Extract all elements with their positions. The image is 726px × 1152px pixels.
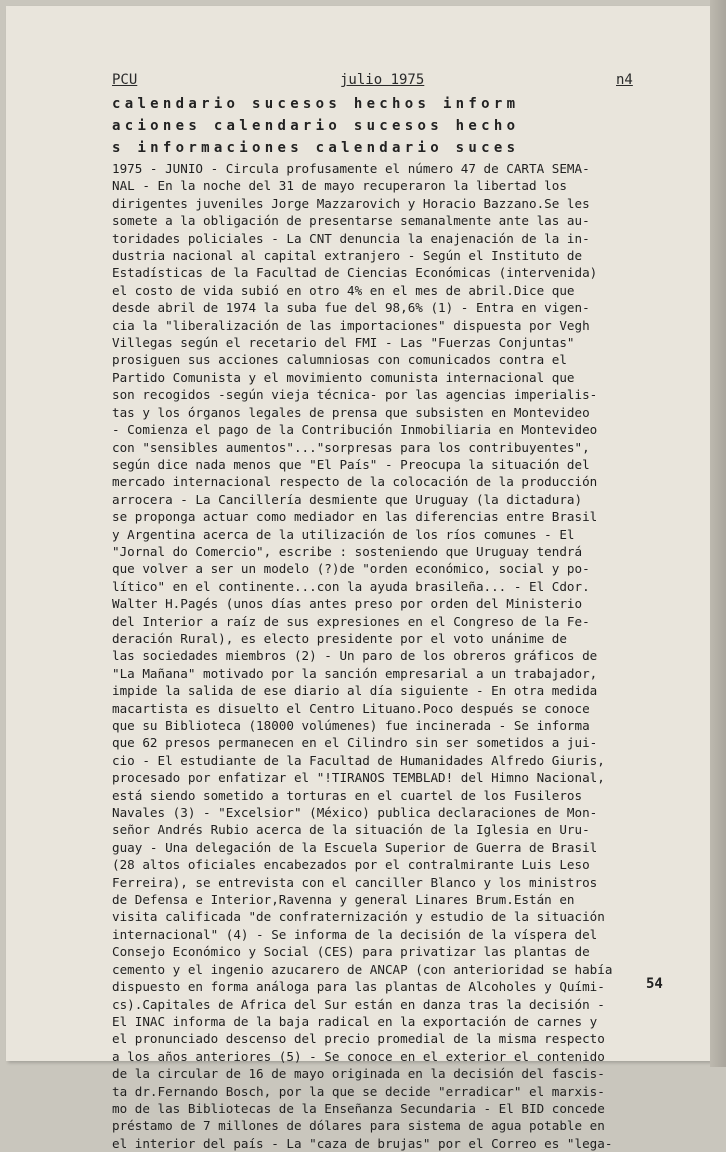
body-line: (28 altos oficiales encabezados por el contralmirante Luis Leso [112, 857, 590, 873]
body-line: 1975 - JUNIO - Circula profusamente el número 47 de CARTA SEMA- [112, 161, 590, 176]
body-line: impide la salida de ese diario al día siguiente - En otra medida [112, 683, 598, 699]
banner-line: s informaciones calendario suces [112, 140, 520, 156]
body-line: mercado internacional respecto de la colocación de la producción [112, 474, 598, 490]
page-header [112, 72, 632, 92]
body-line: el costo de vida subió en otro 4% en el mes de abril.Dice que [112, 282, 575, 298]
body-line: préstamo de 7 millones de dólares para sistema de agua potable en [112, 1118, 605, 1134]
body-line: que 62 presos permanecen en el Cilindro sin ser sometidos a jui- [112, 735, 598, 751]
body-line: desde abril de 1974 la suba fue del 98,6% (1) - Entra en vigen- [112, 300, 590, 316]
header-date: julio 1975 [340, 72, 425, 88]
body-line: visita calificada "de confraternización y estudio de la situación [112, 909, 605, 925]
body-line: cio - El estudiante de la Facultad de Humanidades Alfredo Giuris, [112, 752, 605, 768]
body-line: Villegas según el recetario del FMI - Las "Fuerzas Conjuntas" [112, 335, 575, 351]
body-line: Consejo Económico y Social (CES) para privatizar las plantas de [112, 944, 590, 960]
banner-line: calendario sucesos hechos inform [112, 96, 520, 112]
article-body [112, 160, 672, 1152]
body-line: a los años anteriores (5) - Se conoce en el exterior el contenido [112, 1048, 605, 1064]
body-line: internacional" (4) - Se informa de la decisión de la víspera del [112, 926, 598, 942]
body-line: son recogidos -según vieja técnica- por las agencias imperialis- [112, 387, 598, 403]
body-line: dustria nacional al capital extranjero - Según el Instituto de [112, 248, 583, 264]
body-line: del Interior a raíz de sus expresiones en el Congreso de la Fe- [112, 613, 590, 629]
body-line: arrocera - La Cancillería desmiente que Uruguay (la dictadura) [112, 491, 583, 507]
body-line: Partido Comunista y el movimiento comunista internacional que [112, 369, 575, 385]
body-line: que volver a ser un modelo (?)de "orden económico, social y po- [112, 561, 590, 577]
section-banner [112, 93, 664, 159]
body-line: dispuesto en forma análoga para las plantas de Alcoholes y Quími- [112, 979, 605, 995]
body-line: toridades policiales - La CNT denuncia la enajenación de la in- [112, 230, 590, 246]
body-line: - Comienza el pago de la Contribución Inmobiliaria en Montevideo [112, 422, 598, 438]
body-line: Ferreira), se entrevista con el canciller Blanco y los ministros [112, 874, 598, 890]
body-line: ta dr.Fernando Bosch, por la que se decide "erradicar" el marxis- [112, 1083, 605, 1099]
body-line: Walter H.Pagés (unos días antes preso por orden del Ministerio [112, 596, 583, 612]
body-line: cs).Capitales de Africa del Sur están en danza tras la decisión - [112, 996, 605, 1012]
body-line: macartista es disuelto el Centro Lituano.Poco después se conoce [112, 700, 590, 716]
body-line: y Argentina acerca de la utilización de los ríos comunes - El [112, 526, 575, 542]
body-line: de la circular de 16 de mayo originada en la decisión del fascis- [112, 1066, 605, 1082]
body-line: NAL - En la noche del 31 de mayo recuperaron la libertad los [112, 178, 567, 194]
body-line: de Defensa e Interior,Ravenna y general Linares Brum.Están en [112, 892, 575, 908]
body-line: tas y los órganos legales de prensa que subsisten en Montevideo [112, 404, 590, 420]
page-number: 54 [646, 976, 663, 992]
body-line: señor Andrés Rubio acerca de la situación de la Iglesia en Uru- [112, 822, 590, 838]
header-issue-number: n4 [616, 72, 633, 88]
body-line: procesado por enfatizar el "!TIRANOS TEMBLAD! del Himno Nacional, [112, 770, 605, 786]
body-line: está siendo sometido a torturas en el cuartel de los Fusileros [112, 787, 583, 803]
body-line: según dice nada menos que "El País" - Preocupa la situación del [112, 456, 590, 472]
body-line: guay - Una delegación de la Escuela Superior de Guerra de Brasil [112, 839, 598, 855]
body-line: lítico" en el continente...con la ayuda brasileña... - El Cdor. [112, 578, 590, 594]
body-line: "La Mañana" motivado por la sanción empresarial a un trabajador, [112, 665, 598, 681]
body-line: deración Rural), es electo presidente por el voto unánime de [112, 630, 567, 646]
header-publication: PCU [112, 72, 138, 88]
body-line: el interior del país - La "caza de brujas" por el Correo es "lega- [112, 1135, 613, 1151]
body-line: "Jornal do Comercio", escribe : sosteniendo que Uruguay tendrá [112, 543, 583, 559]
body-line: con "sensibles aumentos"..."sorpresas para los contribuyentes", [112, 439, 590, 455]
body-line: se proponga actuar como mediador en las diferencias entre Brasil [112, 509, 598, 525]
banner-line: aciones calendario sucesos hecho [112, 118, 520, 134]
body-line: Navales (3) - "Excelsior" (México) publica declaraciones de Mon- [112, 805, 598, 821]
body-line: mo de las Bibliotecas de la Enseñanza Secundaria - El BID concede [112, 1100, 605, 1116]
body-line: El INAC informa de la baja radical en la exportación de carnes y [112, 1013, 598, 1029]
body-line: Estadísticas de la Facultad de Ciencias Económicas (intervenida) [112, 265, 598, 281]
document-page [6, 6, 710, 1151]
body-line: prosiguen sus acciones calumniosas con comunicados contra el [112, 352, 567, 368]
body-line: las sociedades miembros (2) - Un paro de los obreros gráficos de [112, 648, 598, 664]
page-edge [710, 0, 726, 1067]
body-line: cemento y el ingenio azucarero de ANCAP (con anterioridad se había [112, 961, 613, 977]
body-line: cia la "liberalización de las importaciones" dispuesta por Vegh [112, 317, 590, 333]
body-line: somete a la obligación de presentarse semanalmente ante las au- [112, 213, 590, 229]
body-line: el pronunciado descenso del precio promedial de la misma respecto [112, 1031, 605, 1047]
body-line: que su Biblioteca (18000 volúmenes) fue incinerada - Se informa [112, 718, 590, 733]
body-line: dirigentes juveniles Jorge Mazzarovich y Horacio Bazzano.Se les [112, 195, 590, 211]
